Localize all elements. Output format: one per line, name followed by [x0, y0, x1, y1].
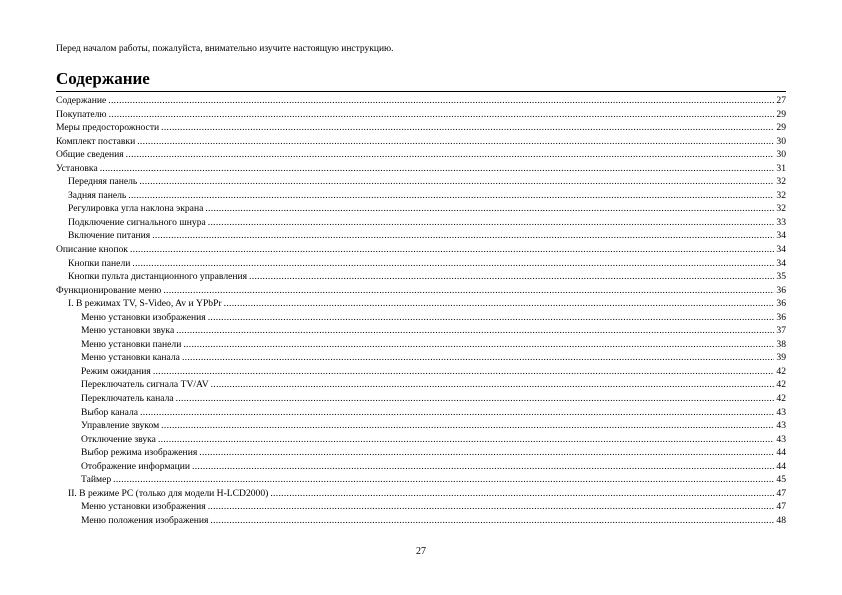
toc-entry-title: Кнопки панели [68, 257, 131, 269]
toc-dot-leader [152, 229, 774, 243]
toc-entry-title: Отображение информации [81, 460, 191, 472]
toc-entry[interactable] [56, 500, 786, 514]
toc-entry-title: Управление звуком [81, 420, 160, 432]
toc-dot-leader [270, 487, 774, 501]
toc-entry[interactable] [56, 94, 786, 108]
toc-entry-title: Функционирование меню [56, 284, 162, 296]
toc-entry[interactable] [56, 121, 786, 135]
toc-dot-leader [161, 419, 774, 433]
toc-entry-page: 42 [776, 379, 786, 391]
toc-entry[interactable] [56, 229, 786, 243]
toc-entry-page: 29 [776, 122, 786, 134]
toc-entry-page: 35 [776, 271, 786, 283]
toc-entry[interactable] [56, 270, 786, 284]
toc-entry[interactable] [56, 487, 786, 501]
toc-dot-leader [139, 175, 774, 189]
toc-entry-page: 42 [776, 393, 786, 405]
toc-dot-leader [208, 500, 775, 514]
toc-dot-leader [183, 338, 774, 352]
toc-entry[interactable] [56, 351, 786, 365]
toc-dot-leader [199, 446, 774, 460]
toc-entry-title: Меню положения изображения [81, 514, 209, 526]
toc-dot-leader [224, 297, 775, 311]
toc-dot-leader [158, 433, 774, 447]
toc-dot-leader [128, 189, 774, 203]
toc-dot-leader [100, 162, 775, 176]
toc-entry[interactable] [56, 216, 786, 230]
toc-dot-leader [211, 378, 775, 392]
toc-entry-title: Меню установки звука [81, 325, 175, 337]
toc-entry-page: 34 [776, 244, 786, 256]
toc-dot-leader [130, 243, 774, 257]
toc-entry[interactable] [56, 365, 786, 379]
toc-entry-page: 31 [776, 162, 786, 174]
toc-entry-page: 36 [776, 298, 786, 310]
toc-entry-page: 32 [776, 176, 786, 188]
toc-dot-leader [132, 257, 774, 271]
toc-entry-page: 30 [776, 149, 786, 161]
toc-dot-leader [176, 324, 774, 338]
toc-entry-page: 34 [776, 230, 786, 242]
toc-entry-title: II. В режиме PC (только для модели H-LCD2000) [68, 487, 269, 499]
toc-entry-title: Задняя панель [68, 189, 127, 201]
toc-dot-leader [113, 473, 774, 487]
toc-entry-title: I. В режимах TV, S-Video, Av и YPbPr [68, 298, 222, 310]
toc-entry-title: Переключатель канала [81, 393, 174, 405]
toc-entry-page: 32 [776, 189, 786, 201]
toc-entry-title: Передняя панель [68, 176, 138, 188]
toc-dot-leader [109, 108, 775, 122]
toc-entry-title: Комплект поставки [56, 135, 136, 147]
toc-dot-leader [163, 284, 774, 298]
toc-entry-title: Меню установки канала [81, 352, 180, 364]
toc-entry-page: 48 [776, 514, 786, 526]
toc-entry-page: 36 [776, 284, 786, 296]
toc-entry[interactable] [56, 338, 786, 352]
toc-dot-leader [161, 121, 774, 135]
toc-dot-leader [208, 311, 775, 325]
toc-entry-page: 36 [776, 311, 786, 323]
toc-entry-title: Отключение звука [81, 433, 156, 445]
toc-entry-page: 42 [776, 365, 786, 377]
toc-entry-page: 34 [776, 257, 786, 269]
toc-entry-title: Описание кнопок [56, 244, 128, 256]
toc-dot-leader [249, 270, 774, 284]
toc-dot-leader [208, 216, 775, 230]
toc-entry[interactable] [56, 514, 786, 528]
toc-entry[interactable] [56, 135, 786, 149]
page-heading: Содержание [56, 69, 150, 88]
toc-dot-leader [140, 406, 774, 420]
toc-entry-title: Общие сведения [56, 149, 124, 161]
toc-entry-title: Переключатель сигнала TV/AV [81, 379, 209, 391]
toc-entry[interactable] [56, 108, 786, 122]
toc-entry[interactable] [56, 406, 786, 420]
toc-entry-page: 44 [776, 447, 786, 459]
toc-entry-page: 27 [776, 95, 786, 106]
table-of-contents [56, 94, 786, 528]
toc-entry-title: Меню установки панели [81, 338, 182, 350]
toc-entry-title: Подключение сигнального шнура [68, 216, 206, 228]
toc-entry-title: Кнопки пульта дистанционного управления [68, 271, 248, 283]
toc-entry[interactable] [56, 419, 786, 433]
toc-entry[interactable] [56, 189, 786, 203]
intro-text: Перед началом работы, пожалуйста, внимательно изучите настоящую инструкцию. [56, 44, 394, 54]
toc-entry-title: Меры предосторожности [56, 122, 160, 134]
toc-entry-page: 44 [776, 460, 786, 472]
toc-entry-page: 47 [776, 487, 786, 499]
page-number: 27 [416, 546, 426, 557]
toc-entry[interactable] [56, 243, 786, 257]
toc-dot-leader [192, 460, 774, 474]
toc-entry-page: 32 [776, 203, 786, 215]
toc-entry-title: Режим ожидания [81, 365, 151, 377]
toc-entry-title: Выбор канала [81, 406, 139, 418]
toc-dot-leader [182, 351, 774, 365]
toc-entry-title: Выбор режима изображения [81, 447, 198, 459]
toc-entry-page: 30 [776, 135, 786, 147]
toc-dot-leader [205, 202, 774, 216]
toc-dot-leader [210, 514, 774, 528]
toc-entry-title: Меню установки изображения [81, 501, 206, 513]
toc-dot-leader [137, 135, 774, 149]
toc-entry[interactable] [56, 473, 786, 487]
toc-entry[interactable] [56, 175, 786, 189]
toc-entry[interactable] [56, 297, 786, 311]
toc-entry[interactable] [56, 460, 786, 474]
toc-entry[interactable] [56, 392, 786, 406]
toc-entry[interactable] [56, 433, 786, 447]
toc-entry-title: Регулировка угла наклона экрана [68, 203, 204, 215]
toc-entry-page: 43 [776, 433, 786, 445]
toc-entry-page: 43 [776, 420, 786, 432]
toc-dot-leader [108, 94, 774, 108]
toc-dot-leader [126, 148, 775, 162]
toc-entry[interactable] [56, 324, 786, 338]
toc-dot-leader [176, 392, 775, 406]
toc-entry[interactable] [56, 311, 786, 325]
toc-entry-page: 47 [776, 501, 786, 513]
toc-dot-leader [153, 365, 775, 379]
toc-entry[interactable] [56, 378, 786, 392]
toc-entry-title: Покупателю [56, 108, 107, 120]
toc-entry-title: Меню установки изображения [81, 311, 206, 323]
heading-rule [56, 91, 786, 92]
toc-entry-page: 38 [776, 338, 786, 350]
toc-entry-page: 45 [776, 474, 786, 486]
toc-entry[interactable] [56, 446, 786, 460]
toc-entry-page: 33 [776, 216, 786, 228]
toc-entry-page: 37 [776, 325, 786, 337]
toc-entry-page: 39 [776, 352, 786, 364]
toc-entry-page: 43 [776, 406, 786, 418]
toc-entry-page: 29 [776, 108, 786, 120]
toc-entry-title: Содержание [56, 95, 107, 106]
toc-entry[interactable] [56, 148, 786, 162]
toc-entry[interactable] [56, 202, 786, 216]
toc-entry[interactable] [56, 257, 786, 271]
toc-entry-title: Таймер [81, 474, 112, 486]
toc-entry-title: Включение питания [68, 230, 151, 242]
toc-entry[interactable] [56, 162, 786, 176]
toc-entry-title: Установка [56, 162, 98, 174]
toc-entry[interactable] [56, 284, 786, 298]
